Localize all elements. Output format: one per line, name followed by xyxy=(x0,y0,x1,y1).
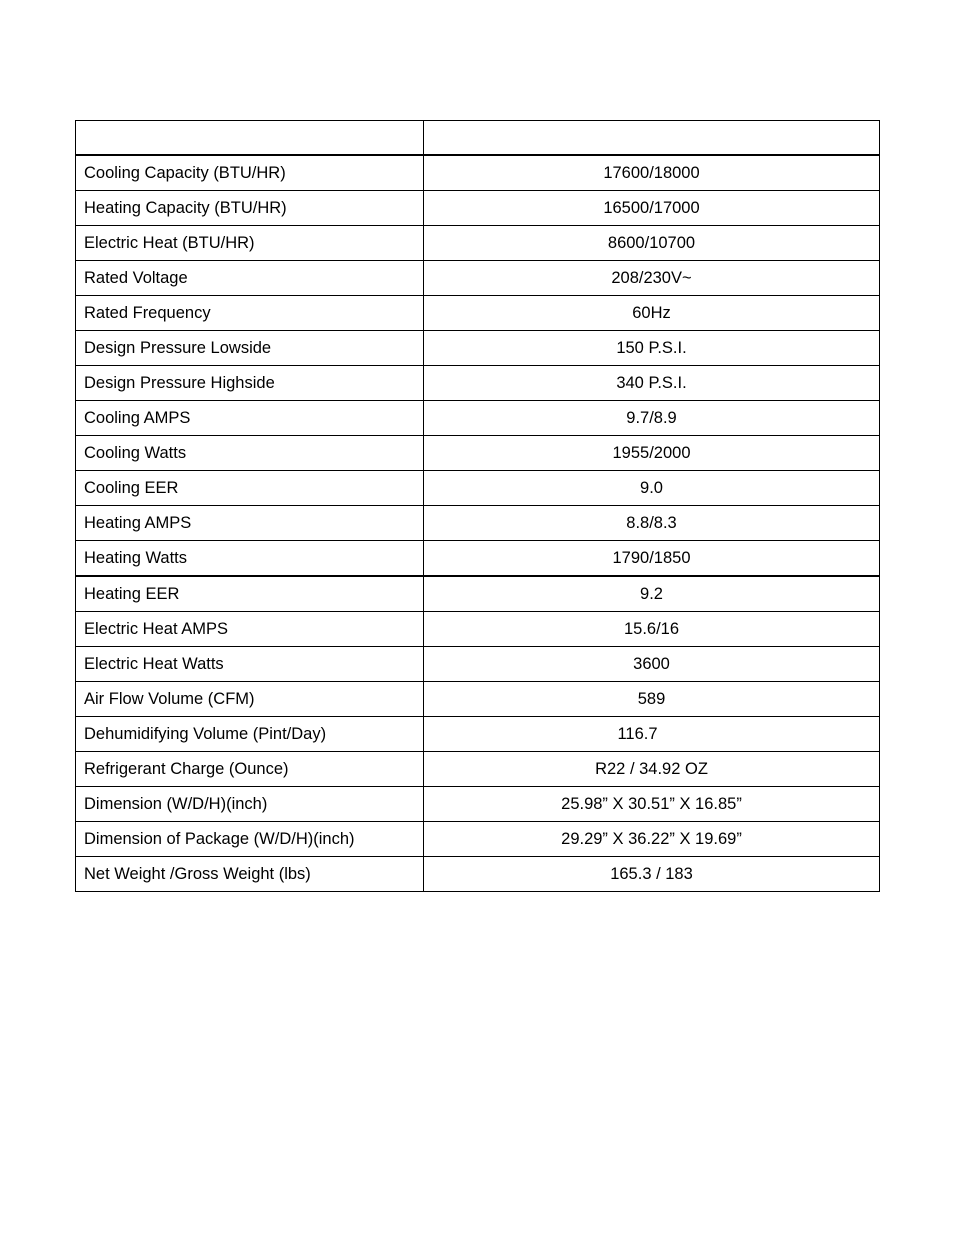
table-row xyxy=(76,155,880,191)
spec-label: Cooling Capacity (BTU/HR) xyxy=(76,155,424,191)
specifications-table-body xyxy=(76,121,880,892)
spec-label: Heating AMPS xyxy=(76,506,424,541)
spec-value: 1790/1850 xyxy=(424,541,880,577)
table-row xyxy=(76,401,880,436)
table-row xyxy=(76,331,880,366)
spec-value: 9.2 xyxy=(424,576,880,612)
spec-value: 60Hz xyxy=(424,296,880,331)
spec-label: Cooling Watts xyxy=(76,436,424,471)
table-row xyxy=(76,682,880,717)
table-row xyxy=(76,612,880,647)
spec-value: R22 / 34.92 OZ xyxy=(424,752,880,787)
table-header-row xyxy=(76,121,880,156)
spec-value: 25.98” X 30.51” X 16.85” xyxy=(424,787,880,822)
table-row xyxy=(76,787,880,822)
spec-label: Design Pressure Lowside xyxy=(76,331,424,366)
spec-value: 29.29” X 36.22” X 19.69” xyxy=(424,822,880,857)
spec-label: Heating Watts xyxy=(76,541,424,577)
spec-label: Refrigerant Charge (Ounce) xyxy=(76,752,424,787)
header-cell-label xyxy=(76,121,424,156)
table-row xyxy=(76,226,880,261)
table-row xyxy=(76,647,880,682)
table-row xyxy=(76,261,880,296)
specifications-table xyxy=(75,120,880,892)
table-row xyxy=(76,471,880,506)
spec-label: Electric Heat AMPS xyxy=(76,612,424,647)
spec-label: Heating Capacity (BTU/HR) xyxy=(76,191,424,226)
table-row xyxy=(76,752,880,787)
spec-label: Dimension of Package (W/D/H)(inch) xyxy=(76,822,424,857)
spec-label: Air Flow Volume (CFM) xyxy=(76,682,424,717)
table-row xyxy=(76,717,880,752)
table-row xyxy=(76,191,880,226)
spec-value: 208/230V~ xyxy=(424,261,880,296)
spec-label: Electric Heat Watts xyxy=(76,647,424,682)
spec-value: 9.7/8.9 xyxy=(424,401,880,436)
spec-label: Dehumidifying Volume (Pint/Day) xyxy=(76,717,424,752)
spec-value: 589 xyxy=(424,682,880,717)
spec-value: 8600/10700 xyxy=(424,226,880,261)
table-row xyxy=(76,366,880,401)
spec-label: Dimension (W/D/H)(inch) xyxy=(76,787,424,822)
spec-value: 17600/18000 xyxy=(424,155,880,191)
spec-label: Net Weight /Gross Weight (lbs) xyxy=(76,857,424,892)
table-row xyxy=(76,857,880,892)
spec-value: 150 P.S.I. xyxy=(424,331,880,366)
spec-label: Design Pressure Highside xyxy=(76,366,424,401)
header-cell-value xyxy=(424,121,880,156)
spec-value: 15.6/16 xyxy=(424,612,880,647)
table-row xyxy=(76,822,880,857)
spec-value: 340 P.S.I. xyxy=(424,366,880,401)
spec-value: 3600 xyxy=(424,647,880,682)
spec-value: 116.7 xyxy=(424,717,880,752)
spec-label: Rated Voltage xyxy=(76,261,424,296)
spec-value: 9.0 xyxy=(424,471,880,506)
spec-value: 1955/2000 xyxy=(424,436,880,471)
spec-label: Electric Heat (BTU/HR) xyxy=(76,226,424,261)
spec-label: Rated Frequency xyxy=(76,296,424,331)
spec-value: 165.3 / 183 xyxy=(424,857,880,892)
spec-value: 16500/17000 xyxy=(424,191,880,226)
spec-label: Cooling EER xyxy=(76,471,424,506)
spec-label: Heating EER xyxy=(76,576,424,612)
table-row xyxy=(76,296,880,331)
table-row xyxy=(76,576,880,612)
spec-label: Cooling AMPS xyxy=(76,401,424,436)
table-row xyxy=(76,436,880,471)
table-row xyxy=(76,506,880,541)
spec-value: 8.8/8.3 xyxy=(424,506,880,541)
table-row xyxy=(76,541,880,577)
